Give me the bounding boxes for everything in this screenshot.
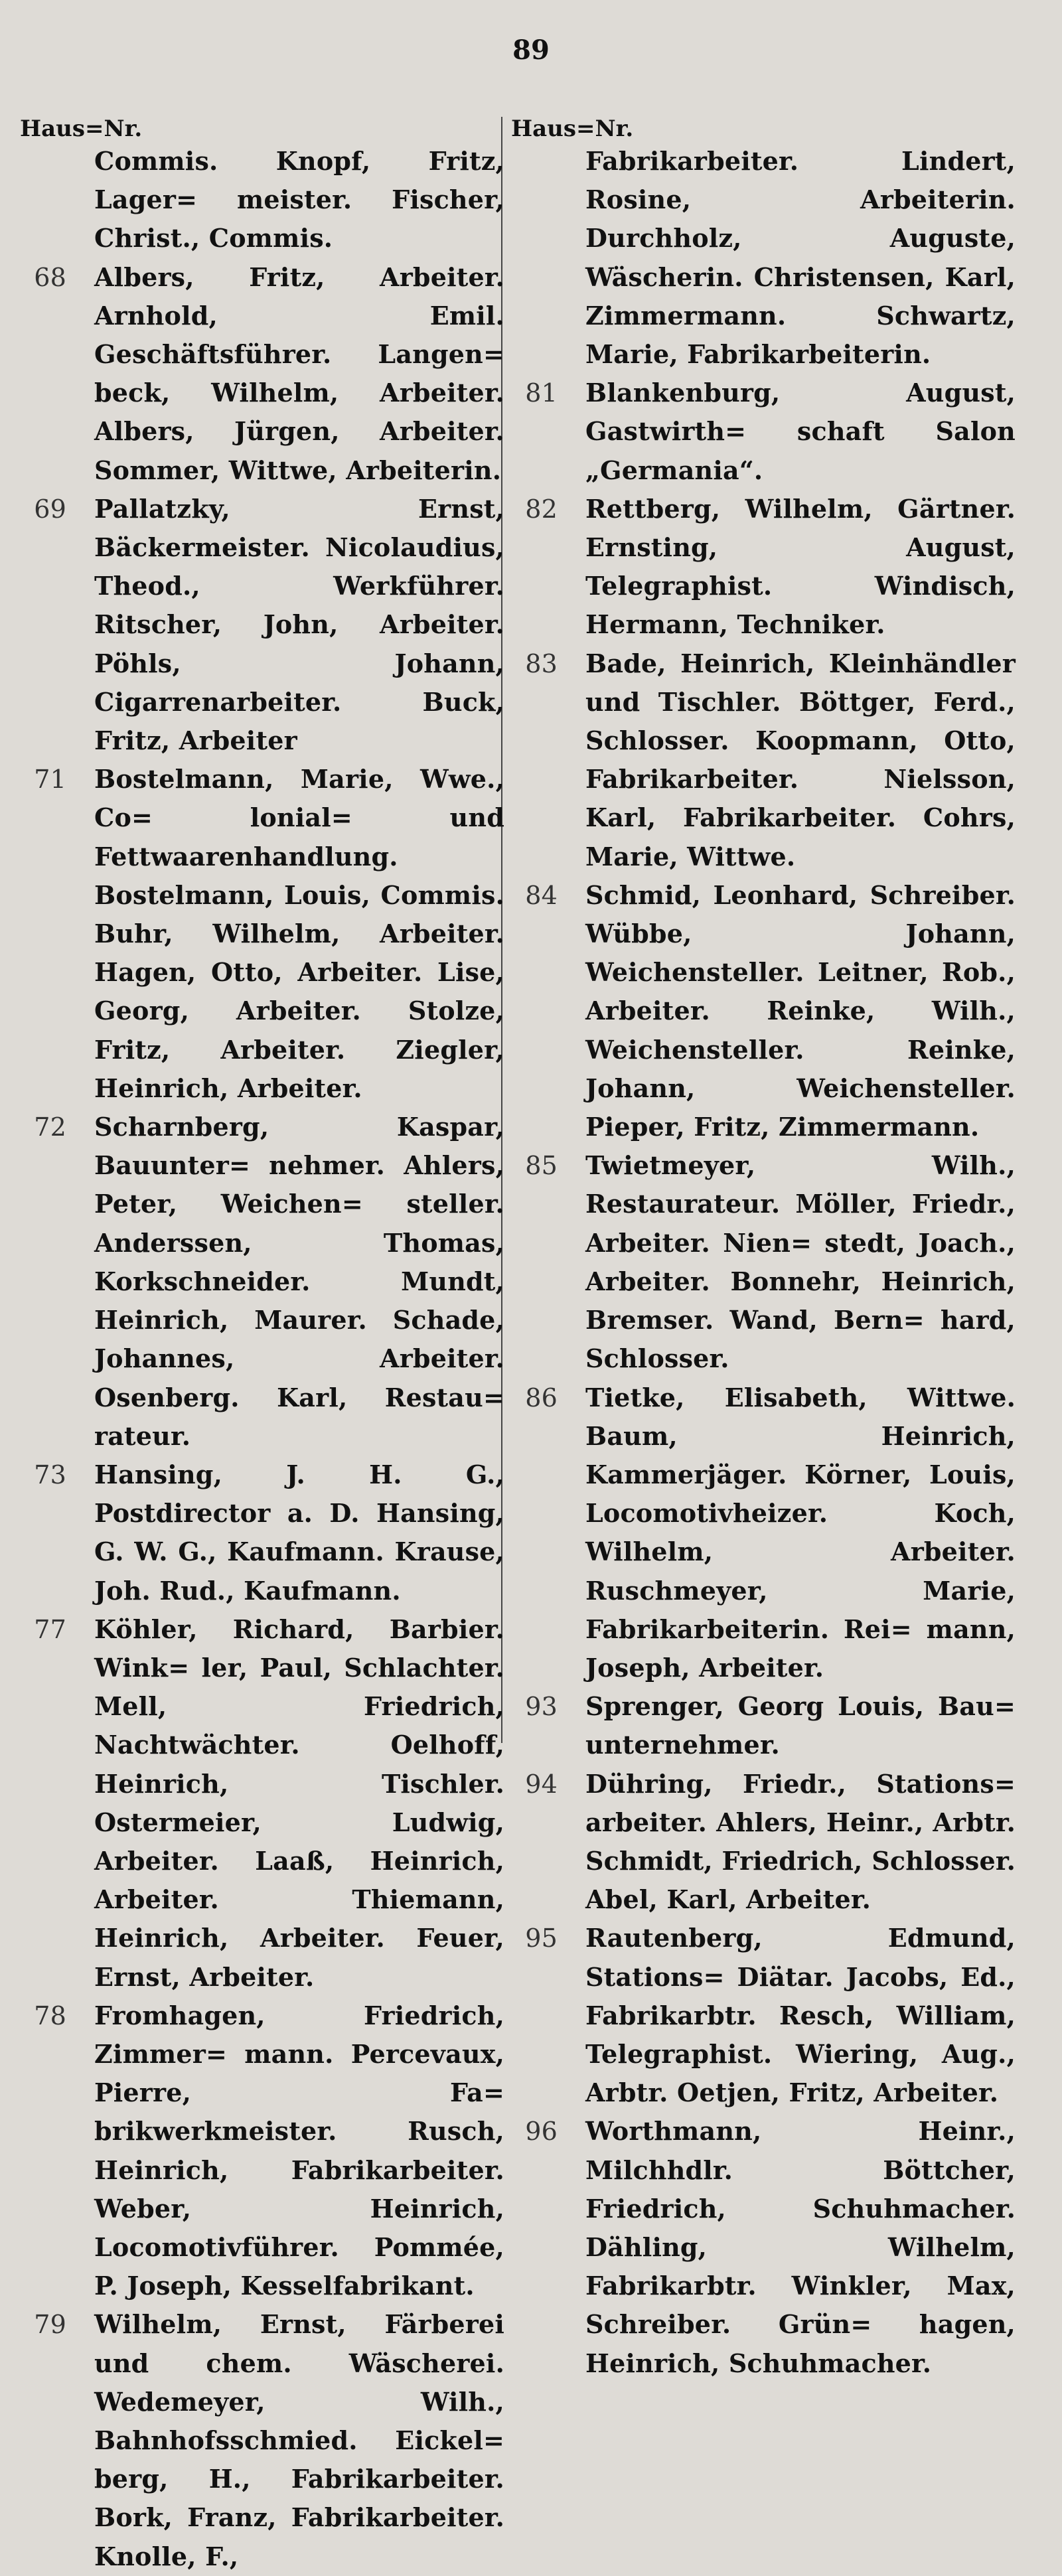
entry-text: Wilhelm, Ernst, Färberei und chem. Wäscherei. Wedemeyer, Wilh., Bahnhofsschmied. Eickel= berg, H., Fabrikarbeiter. Bork, Franz, Fabrikarbeiter. Knolle, F.,	[94, 2309, 504, 2571]
directory-entry	[20, 1456, 504, 1610]
directory-entry	[511, 1765, 1016, 1920]
directory-entry	[511, 2112, 1016, 2382]
directory-entry	[511, 374, 1016, 490]
entry-text: Commis. Knopf, Fritz, Lager= meister. Fischer, Christ., Commis.	[94, 146, 504, 254]
directory-entry	[20, 760, 504, 1108]
entry-text: Bade, Heinrich, Kleinhändler und Tischler. Böttger, Ferd., Schlosser. Koopmann, Otto, Fabrikarbeiter. Nielsson, Karl, Fabrikarbeiter. Cohrs, Marie, Wittwe.	[585, 648, 1016, 871]
page-number: 89	[512, 35, 550, 66]
right-column	[511, 117, 1016, 2383]
directory-entry	[511, 644, 1016, 876]
house-number: 82	[525, 494, 558, 524]
left-column	[20, 117, 504, 2576]
directory-entry	[511, 1919, 1016, 2112]
right-column-header: Haus=Nr.	[511, 115, 634, 142]
house-number: 79	[34, 2310, 66, 2340]
entry-text: Scharnberg, Kaspar, Bauunter= nehmer. Ahlers, Peter, Weichen= steller. Anderssen, Thomas, Korkschneider. Mundt, Heinrich, Maurer. Schade, Johannes, Arbeiter. Osenberg. Karl, Restau= rateur.	[94, 1112, 504, 1451]
directory-entry	[511, 142, 1016, 374]
directory-entry	[511, 1687, 1016, 1764]
house-number: 84	[525, 880, 558, 910]
house-number: 77	[34, 1614, 66, 1644]
directory-entry	[20, 1610, 504, 1997]
entry-text: Tietke, Elisabeth, Wittwe. Baum, Heinrich, Kammerjäger. Körner, Louis, Locomotivheizer. Koch, Wilhelm, Arbeiter. Ruschmeyer, Marie, Fabrikarbeiterin. Rei= mann, Joseph, Arbeiter.	[585, 1382, 1016, 1683]
entry-text: Fromhagen, Friedrich, Zimmer= mann. Percevaux, Pierre, Fa= brikwerkmeister. Rusch, Heinrich, Fabrikarbeiter. Weber, Heinrich, Locomotivführer. Pommée, P. Joseph, Kesselfabrikant.	[94, 2000, 504, 2301]
entry-text: Köhler, Richard, Barbier. Wink= ler, Paul, Schlachter. Mell, Friedrich, Nachtwächter. Oelhoff, Heinrich, Tischler. Ostermeier, Ludwig, Arbeiter. Laaß, Heinrich, Arbeiter. Thiemann, Heinrich, Arbeiter. Feuer, Ernst, Arbeiter.	[94, 1614, 504, 1992]
house-number: 78	[34, 2001, 66, 2030]
house-number: 85	[525, 1151, 558, 1181]
entry-text: Dühring, Friedr., Stations= arbeiter. Ahlers, Heinr., Arbtr. Schmidt, Friedrich, Schlosser. Abel, Karl, Arbeiter.	[585, 1768, 1016, 1915]
house-number: 95	[525, 1924, 558, 1953]
directory-entry	[20, 1108, 504, 1456]
house-number: 83	[525, 648, 558, 678]
entry-text: Albers, Fritz, Arbeiter. Arnhold, Emil. Geschäftsführer. Langen= beck, Wilhelm, Arbeiter. Albers, Jürgen, Arbeiter. Sommer, Wittwe, Arbeiterin.	[94, 262, 504, 485]
house-number: 71	[34, 765, 66, 795]
directory-entry	[511, 490, 1016, 644]
house-number: 68	[34, 262, 66, 292]
house-number: 72	[34, 1112, 66, 1142]
directory-entry	[20, 490, 504, 760]
entry-text: Rautenberg, Edmund, Stations= Diätar. Jacobs, Ed., Fabrikarbtr. Resch, William, Telegraphist. Wiering, Aug., Arbtr. Oetjen, Fritz, Arbeiter.	[585, 1923, 1016, 2108]
house-number: 73	[34, 1460, 66, 1489]
entry-text: Schmid, Leonhard, Schreiber. Wübbe, Johann, Weichensteller. Leitner, Rob., Arbeiter. Reinke, Wilh., Weichensteller. Reinke, Johann, Weichensteller. Pieper, Fritz, Zimmermann.	[585, 879, 1016, 1142]
entry-text: Worthmann, Heinr., Milchhdlr. Böttcher, Friedrich, Schuhmacher. Dähling, Wilhelm, Fabrikarbtr. Winkler, Max, Schreiber. Grün= hagen, Heinrich, Schuhmacher.	[585, 2116, 1016, 2378]
entry-text: Rettberg, Wilhelm, Gärtner. Ernsting, August, Telegraphist. Windisch, Hermann, Techniker.	[585, 493, 1016, 640]
house-number: 69	[34, 494, 66, 524]
house-number: 93	[525, 1692, 558, 1722]
entry-text: Blankenburg, August, Gastwirth= schaft Salon „Germania“.	[585, 378, 1016, 485]
directory-entry	[20, 258, 504, 490]
directory-entry	[20, 2305, 504, 2575]
entry-text: Hansing, J. H. G., Postdirector a. D. Hansing, G. W. G., Kaufmann. Krause, Joh. Rud., Kaufmann.	[94, 1459, 504, 1606]
directory-entry	[511, 1379, 1016, 1688]
house-number: 96	[525, 2117, 558, 2147]
left-column-header: Haus=Nr.	[20, 115, 143, 142]
directory-entry	[20, 142, 504, 258]
entry-text: Pallatzky, Ernst, Bäckermeister. Nicolaudius, Theod., Werkführer. Ritscher, John, Arbeiter. Pöhls, Johann, Cigarrenarbeiter. Buck, Fritz, Arbeiter	[94, 493, 504, 756]
entry-text: Twietmeyer, Wilh., Restaurateur. Möller, Friedr., Arbeiter. Nien= stedt, Joach., Arbeiter. Bonnehr, Heinrich, Bremser. Wand, Bern= hard, Schlosser.	[585, 1150, 1016, 1374]
house-number: 81	[525, 378, 558, 408]
house-number: 86	[525, 1383, 558, 1412]
directory-entry	[20, 1997, 504, 2306]
entry-text: Bostelmann, Marie, Wwe., Co= lonial= und Fettwaarenhandlung. Bostelmann, Louis, Commis. Buhr, Wilhelm, Arbeiter. Hagen, Otto, Arbeiter. Lise, Georg, Arbeiter. Stolze, Fritz, Arbeiter. Ziegler, Heinrich, Arbeiter.	[94, 764, 504, 1103]
entry-text: Fabrikarbeiter. Lindert, Rosine, Arbeiterin. Durchholz, Auguste, Wäscherin. Christensen, Karl, Zimmermann. Schwartz, Marie, Fabrikarbeiterin.	[585, 146, 1016, 370]
directory-entry	[511, 1146, 1016, 1378]
entry-text: Sprenger, Georg Louis, Bau= unternehmer.	[585, 1691, 1016, 1760]
directory-entry	[511, 876, 1016, 1146]
house-number: 94	[525, 1769, 558, 1799]
